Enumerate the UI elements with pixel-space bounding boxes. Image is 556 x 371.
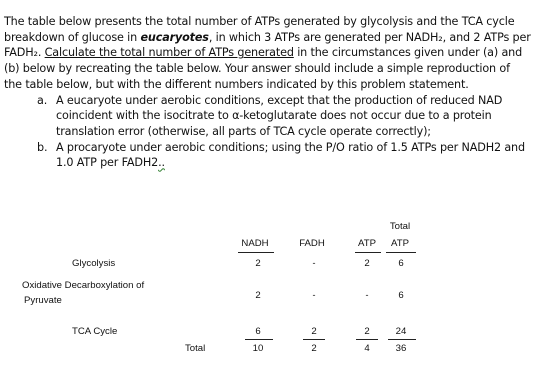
calculate-instruction: Calculate the total number of ATPs generated <box>44 46 294 60</box>
cell-oxdecarb-nadh: 2 <box>255 290 261 301</box>
cell-total-atp: 4 <box>364 343 370 354</box>
item-b-label: b. <box>37 140 48 154</box>
sum-rule-atp <box>356 339 378 340</box>
row-label-glycolysis: Glycolysis <box>72 258 116 269</box>
sum-rule-total <box>388 339 416 340</box>
item-a-line-3: translation error (otherwise, all parts of TCA cycle operate correctly); <box>56 124 431 138</box>
header-rule-nadh <box>238 252 274 253</box>
item-a-line-2: coincident with the isocitrate to α-ketoglutarate does not occur due to a protein <box>56 109 492 123</box>
cell-tca-total: 24 <box>395 326 407 337</box>
header-nadh: NADH <box>241 238 269 249</box>
header-fadh: FADH <box>299 238 325 249</box>
row-label-oxdecarb-line2: Pyruvate <box>24 295 62 306</box>
problem-line-2-pre: breakdown of glucose in <box>4 30 141 44</box>
problem-line-5: the table below, but with the different numbers indicated by this problem statement. <box>4 77 469 91</box>
problem-line-4: (b) below by recreating the table below. Your answer should include a simple reproduction of <box>4 62 510 76</box>
item-b-text-2: 1.0 ATP per FADH2 <box>56 156 159 170</box>
row-label-oxdecarb-line1: Oxidative Decarboxylation of <box>22 280 145 291</box>
problem-line-2-post: , in which 3 ATPs are generated per NADH₂, and 2 ATPs per <box>208 30 531 44</box>
cell-glycolysis-atp: 2 <box>364 258 370 269</box>
cell-tca-fadh: 2 <box>311 326 317 337</box>
item-b-text-1: A procaryote under aerobic conditions; using the P/O ratio of 1.5 ATPs per NADH2 and <box>56 140 525 154</box>
item-a-text-1: A eucaryote under aerobic conditions, except that the production of reduced NAD <box>56 93 503 107</box>
header-rule-atp <box>355 252 381 253</box>
cell-total-fadh: 2 <box>311 343 317 354</box>
cell-total-total: 36 <box>395 343 407 354</box>
sum-rule-nadh <box>245 339 273 340</box>
cell-tca-nadh: 6 <box>255 326 261 337</box>
header-rule-total <box>386 252 416 253</box>
cell-tca-atp: 2 <box>364 326 370 337</box>
problem-line-3-post: in the circumstances given under (a) and <box>293 46 523 60</box>
problem-line-3-pre: FADH₂. <box>4 46 45 60</box>
header-total-line2: ATP <box>391 238 409 249</box>
item-a-label: a. <box>37 93 48 107</box>
cell-oxdecarb-fadh: - <box>312 290 316 300</box>
item-b-tail: .. <box>158 156 165 170</box>
row-label-total: Total <box>185 343 206 354</box>
header-atp: ATP <box>358 238 376 249</box>
cell-oxdecarb-atp: - <box>365 290 369 300</box>
cell-oxdecarb-total: 6 <box>398 290 404 301</box>
cell-glycolysis-nadh: 2 <box>255 258 261 269</box>
cell-total-nadh: 10 <box>252 343 264 354</box>
eucaryotes-emphasis: eucaryotes <box>140 30 209 44</box>
cell-glycolysis-fadh: - <box>312 258 316 268</box>
row-label-tca: TCA Cycle <box>72 326 118 337</box>
sum-rule-fadh <box>303 339 325 340</box>
header-total-line1: Total <box>389 221 411 232</box>
cell-glycolysis-total: 6 <box>398 258 404 269</box>
problem-line-1: The table below presents the total number of ATPs generated by glycolysis and the TCA cycle <box>4 15 515 28</box>
